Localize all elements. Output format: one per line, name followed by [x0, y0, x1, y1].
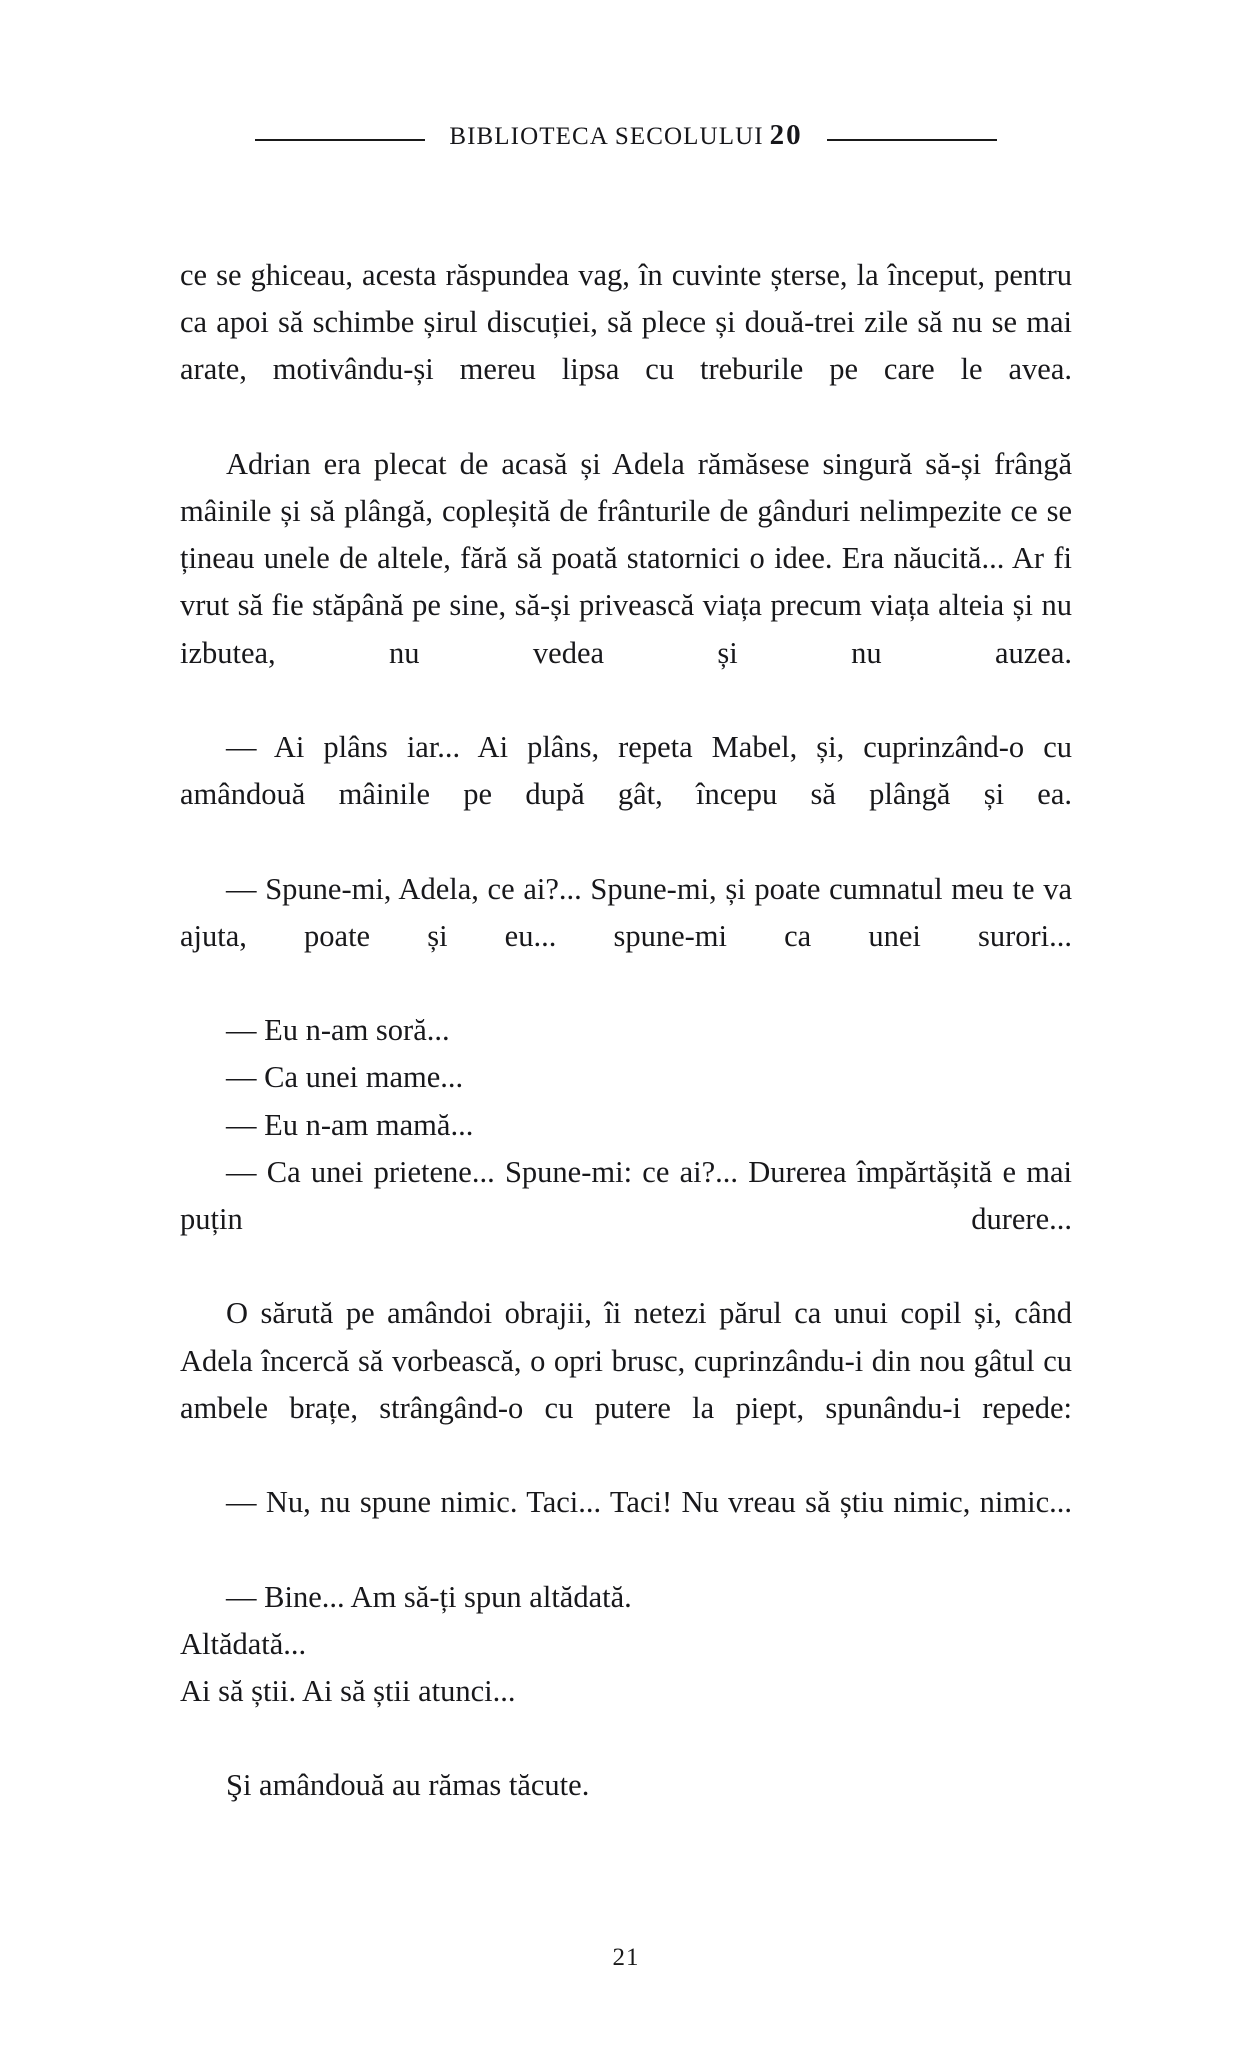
- paragraph-closing: Şi amândouă au rămas tăcute.: [226, 1768, 590, 1803]
- paragraph: ce se ghiceau, acesta răspundea vag, în cuvinte șterse, la început, pentru ca apoi să schimbe șirul discuției, să plece și două-trei zile să nu se mai arate, motivându-și mereu lipsa cu treburile pe care le avea.: [180, 258, 1072, 387]
- header-rule-right-icon: [827, 139, 997, 141]
- header-series-title-text: BIBLIOTECA SECOLULUI: [449, 122, 764, 150]
- paragraph-spacer: [180, 1715, 1072, 1762]
- paragraph-dialogue: — Nu, nu spune nimic. Taci... Taci! Nu vreau să știu nimic, nimic...: [226, 1485, 1072, 1520]
- paragraph-dialogue: — Eu n-am soră...: [226, 1013, 450, 1048]
- paragraph-dialogue: — Ai plâns iar... Ai plâns, repeta Mabel, și, cuprinzând-o cu amândouă mâinile pe după gât, începu să plângă și ea.: [180, 730, 1072, 812]
- header-rule-left-icon: [255, 139, 425, 141]
- paragraph: Adrian era plecat de acasă și Adela rămăsese singură să-și frângă mâinile și să plângă, copleșită de frânturile de gânduri nelimpezite ce se țineau unele de altele, fără să poată statornici o idee. Era năucită... Ar fi vrut să fie stăpână pe sine, să-și privească viața precum viața alteia și nu izbutea, nu vedea și nu auzea.: [180, 446, 1072, 670]
- header-series-number: 20: [769, 118, 803, 151]
- paragraph: O sărută pe amândoi obrajii, îi netezi părul ca unui copil și, când Adela încercă să vorbească, o opri brusc, cuprinzându-i din nou gâtul cu ambele brațe, strângând-o cu putere la piept, spunându-i repede:: [180, 1296, 1072, 1425]
- paragraph-dialogue: — Ca unei prietene... Spune-mi: ce ai?... Durerea împărtășită e mai puțin durere...: [180, 1154, 1072, 1237]
- paragraph: Ai să știi. Ai să știi atunci...: [180, 1674, 516, 1709]
- paragraph-dialogue: — Ca unei mame...: [226, 1060, 464, 1095]
- body-text: [180, 252, 1072, 1810]
- running-header: [180, 118, 1072, 152]
- paragraph-dialogue: — Spune-mi, Adela, ce ai?... Spune-mi, și poate cumnatul meu te va ajuta, poate și eu... spune-mi ca unei surori...: [180, 871, 1072, 953]
- header-series-title: [449, 119, 802, 152]
- page-number: 21: [612, 1944, 640, 1971]
- paragraph-dialogue: — Eu n-am mamă...: [226, 1107, 474, 1142]
- paragraph: Altădată...: [180, 1626, 307, 1661]
- paragraph-dialogue: — Bine... Am să-ți spun altădată.: [226, 1579, 632, 1614]
